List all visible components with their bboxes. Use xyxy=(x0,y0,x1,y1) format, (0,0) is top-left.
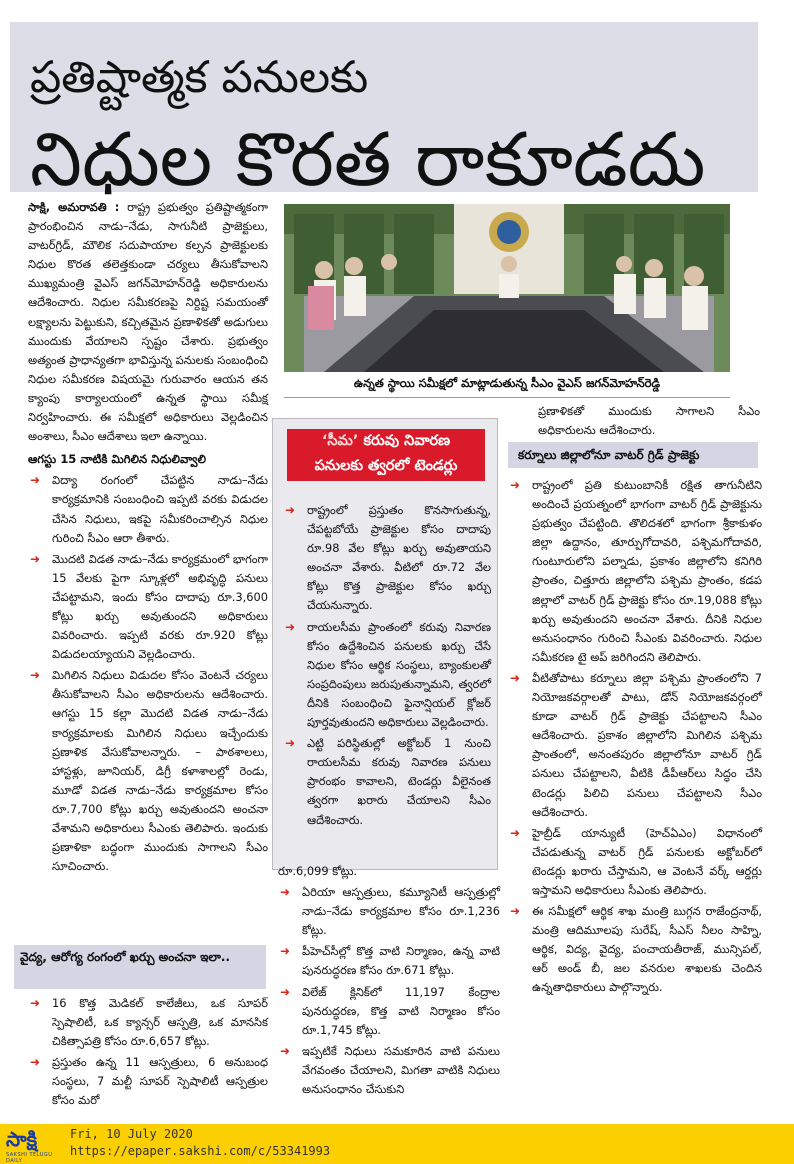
footer-date: Fri, 10 July 2020 xyxy=(70,1127,193,1141)
logo-text: సాక్షి xyxy=(6,1127,38,1151)
column-left xyxy=(28,198,268,876)
column-right xyxy=(508,474,762,998)
section1-bullet: ➜ విద్యా రంగంలో చేపట్టిన నాడు–నేడు కార్యక్రమానికి సంబంధించి ఇప్పటి వరకు విడుదల చేసిన నిధులు, ఇకపై సమీకరించాల్సిన నిధుల గురించి సీఎం ఆరా తీశారు. xyxy=(28,471,268,547)
col2-bullet: ➜ విలేజ్ క్లినిక్‌లో 11,197 కేంద్రాల పునరుద్ధరణ, కొత్త వాటి నిర్మాణం కోసం రూ.1,745 కోట్లు. xyxy=(278,983,500,1040)
column-middle-continued xyxy=(278,862,500,1099)
sakshi-logo xyxy=(6,1126,64,1162)
health-heading: వైద్య, ఆరోగ్య రంగంలో ఖర్చు అంచనా ఇలా.. xyxy=(14,945,266,989)
kurnool-heading: కర్నూలు జిల్లాలోనూ వాటర్ గ్రిడ్ ప్రాజెక్టు xyxy=(508,442,758,468)
col2-bullet: ➜ పీహెచ్‌సీల్లో కొత్త వాటి నిర్మాణం, ఉన్న వాటి పునరుద్ధరణ కోసం రూ.671 కోట్లు. xyxy=(278,942,500,980)
seema-heading-line2: పనులకు త్వరలో టెండర్లు xyxy=(314,458,458,474)
meeting-photo xyxy=(284,204,730,372)
health-column xyxy=(28,992,268,1111)
seema-body xyxy=(283,499,491,830)
footer-bar xyxy=(0,1124,794,1164)
seema-bullet: ➜ రాయలసీమ ప్రాంతంలో కరువు నివారణ కోసం ఉద్దేశించిన పనులకు ఖర్చు చేసే నిధుల కోసం ఆర్థిక సంస్థలు, బ్యాంకులతో సంప్రదింపులు జరుపుతున్నామని, త్వరలో దీనికి సంబంధించి ఫైనాన్షియల్ క్లోజర్ పూర్తవుతుందని అధికారులు వెల్లడించారు. xyxy=(283,618,491,733)
health-bullet: ➜ 16 కొత్త మెడికల్ కాలేజీలు, ఒక సూపర్ స్పెషాలిటీ, ఒక క్యాన్సర్ ఆస్పత్రి, ఒక మానసిక చికిత్సాపత్రి కోసం రూ.6,657 కోట్లు. xyxy=(28,994,268,1051)
mid-top-text: ప్రణాళికతో ముందుకు సాగాలని సీఎం అధికారులను ఆదేశించారు. xyxy=(538,404,760,438)
logo-subtext: SAKSHI TELUGU DAILY xyxy=(6,1152,53,1164)
footer-url[interactable]: https://epaper.sakshi.com/c/53341993 xyxy=(70,1144,331,1158)
col2-bullet: ➜ ఏరియా ఆస్పత్రులు, కమ్యూనిటీ ఆస్పత్రుల్లో నాడు–నేడు కార్యక్రమాల కోసం రూ.1,236 కోట్లు. xyxy=(278,883,500,940)
section1-heading: ఆగస్టు 15 నాటికి మిగిలిన నిధులివ్వాలి xyxy=(28,452,206,467)
dateline: సాక్షి, అమరావతి : xyxy=(28,200,120,214)
headline-line-1: ప్రతిష్టాత్మక పనులకు xyxy=(30,52,369,103)
col2-bullet: ➜ ఇప్పటికే నిధులు సమకూరిన వాటి పనులు వేగవంతం చేయాలని, మిగతా వాటికి నిధులు అనుసంధానం చేసుకుని xyxy=(278,1042,500,1099)
seema-heading-quote: ‘సీమ’ xyxy=(321,433,359,449)
col2-lead: రూ.6,099 కోట్లు. xyxy=(278,864,358,878)
kurnool-bullet: ➜ వీటితోపాటు కర్నూలు జిల్లా పశ్చిమ ప్రాంతంలోని 7 నియోజకవర్గాలతో పాటు, డోన్ నియోజకవర్గంలో కూడా వాటర్ గ్రిడ్ ప్రాజెక్టు చేపట్టాలని సీఎం ఆదేశించారు. ప్రకాశం జిల్లాలోని మిగిలిన పశ్చిమ ప్రాంతంలో, అనంతపురం జిల్లాలోనూ వాటర్ గ్రిడ్ పనులు చేపట్టాలని, వీటికి డీపీఆర్‌లు సిద్ధం చేసి టెండర్లు పిలిచి పనులు చేపట్టాలని సీఎం ఆదేశించారు. xyxy=(508,669,762,822)
seema-heading-line1: కరువు నివారణ xyxy=(358,433,451,449)
intro-paragraph xyxy=(28,198,268,446)
section1-bullet: ➜ మిగిలిన నిధులు విడుదల కోసం వెంటనే చర్యలు తీసుకోవాలని సీఎం అధికారులను ఆదేశించారు. ఆగస్టు 15 కల్లా మొదటి విడత నాడు–నేడు కార్యక్రమాలకు మిగిలిన నిధులు ఇచ్చేందుకు ప్రణాళిక వేసుకోవాలన్నారు. – పాఠశాలలు, హాస్టళ్లు, జూనియర్‌, డిగ్రీ కళాశాలల్లో రెండు, మూడో విడత నాడు–నేడు కార్యక్రమాల కోసం రూ.7,700 కోట్లు ఖర్చు అవుతుందని అంచనా వేశామని అధికారులు సీఎంకు తెలిపారు. ఇందుకు ప్రణాళికా బద్ధంగా ముందుకు సాగాలని సీఎం సూచించారు. xyxy=(28,666,268,876)
photo-caption: ఉన్నత స్థాయి సమీక్షలో మాట్లాడుతున్న సీఎం వైఎస్ జగన్‌మోహన్‌రెడ్డి xyxy=(284,372,730,398)
headline-line-2: నిధుల కొరత రాకూడదు xyxy=(30,117,706,203)
kurnool-bullet: ➜ రాష్ట్రంలో ప్రతి కుటుంబానికీ రక్షిత తాగునీటిని అందించే ప్రయత్నంలో భాగంగా వాటర్ గ్రిడ్ ప్రాజెక్టును ప్రభుత్వం చేపట్టింది. తొలిదశలో భాగంగా శ్రీకాకుళం జిల్లా ఉద్దానం, తూర్పుగోదావరి, పశ్చిమగోదావరి, గుంటూరులోని పల్నాడు, ప్రకాశం జిల్లాలోని కనిగిరి ప్రాంతం, చిత్తూరు జిల్లాలోని పశ్చిమ ప్రాంతం, కడప జిల్లాలో వాటర్ గ్రిడ్ ప్రాజెక్టు కోసం రూ.19,088 కోట్లు ఖర్చు అవుతుందని అంచనా వేశారు. దీనికి నిధుల అనుసంధానం గురించి సీఎంకు వివరించారు. నిధుల సమీకరణ టై అప్ జరిగిందని తెలిపారు. xyxy=(508,476,762,667)
kurnool-bullet: ➜ ఈ సమీక్షలో ఆర్థిక శాఖ మంత్రి బుగ్గన రాజేంద్రనాథ్, మంత్రి ఆదిమూలపు సురేష్, సీఎస్ నీలం సాహ్ని, ఆర్థిక, విద్య, వైద్య, పంచాయతీరాజ్, మున్సిపల్, ఆర్ అండ్ బీ, జల వనరుల శాఖలకు చెందిన ఉన్నతాధికారులు పాల్గొన్నారు. xyxy=(508,902,762,997)
meeting-photo-illustration xyxy=(284,204,730,372)
seema-bullet: ➜ రాష్ట్రంలో ప్రస్తుతం కొనసాగుతున్న, చేపట్టబోయే ప్రాజెక్టుల కోసం దాదాపు రూ.98 వేల కోట్లు ఖర్చు అవుతాయని అంచనా వేశారు. వీటిలో రూ.72 వేల కోట్లు కొత్త ప్రాజెక్టుల కోసం ఖర్చు చేయనున్నారు. xyxy=(283,501,491,616)
intro-text: రాష్ట్ర ప్రభుత్వం ప్రతిష్టాత్మకంగా ప్రారంభించిన నాడు–నేడు, సాగునీటి ప్రాజెక్టులు, వాటర్‌గ్రిడ్, మౌలిక సదుపాయాల కల్పన ప్రాజెక్టులకు నిధుల కొరత తలెత్తకుండా చర్యలు తీసుకోవాలని ముఖ్యమంత్రి వైఎస్ జగన్‌మోహన్‌రెడ్డి అధికారులను ఆదేశించారు. నిధుల సమీకరణపై నిర్దిష్ట సమయంతో లక్ష్యాలను పెట్టుకుని, కచ్చితమైన ప్రణాళికతో అడుగులు ముందుకు వేయాలని స్పష్టం చేశారు. ప్రభుత్వం అత్యంత ప్రాధాన్యతగా భావిస్తున్న పనులకు సంబంధించి నిధుల సమీకరణ విషయమై గురువారం ఆయన తన క్యాంపు కార్యాలయంలో ఉన్నత స్థాయి సమీక్ష నిర్వహించారు. ఈ సమీక్షలో అధికారులు వెల్లడించిన అంశాలు, సీఎం ఆదేశాలు ఇలా ఉన్నాయి. xyxy=(28,200,269,444)
seema-bullet: ➜ ఎట్టి పరిస్థితుల్లో అక్టోబర్ 1 నుంచి రాయలసీమ కరువు నివారణ పనులు ప్రారంభం కావాలని, టెండర్లు వీలైనంత త్వరగా ఖరారు చేయాలని సీఎం ఆదేశించారు. xyxy=(283,734,491,829)
section1-bullet: ➜ మొదటి విడత నాడు–నేడు కార్యక్రమంలో భాగంగా 15 వేలకు పైగా స్కూళ్లలో అభివృద్ధి పనులు చేపట్టామని, ఇందు కోసం దాదాపు రూ.3,600 కోట్లు ఖర్చు అవుతుందని అధికారులు వివరించారు. ఇప్పటి వరకు రూ.920 కోట్లు విడుదలయ్యాయని వెల్లడించారు. xyxy=(28,550,268,665)
seema-box xyxy=(272,418,498,870)
health-bullet: ➜ ప్రస్తుతం ఉన్న 11 ఆస్పత్రులు, 6 అనుబంధ సంస్థలు, 7 మల్టీ సూపర్ స్పెషాలిటీ ఆస్పత్రుల కోసం మరో xyxy=(28,1053,268,1110)
kurnool-bullet: ➜ హైబ్రీడ్ యాన్యుటీ (హెచ్ఏఎం) విధానంలో చేపడుతున్న వాటర్ గ్రిడ్ పనులకు అక్టోబర్‌లో టెండర్లు ఖరారు చేస్తామని, ఆ వెంటనే వర్క్ ఆర్డర్లు ఇస్తామని అధికారులు సీఎంకు తెలిపారు. xyxy=(508,824,762,900)
seema-heading xyxy=(287,429,485,481)
headline-box xyxy=(10,22,758,203)
